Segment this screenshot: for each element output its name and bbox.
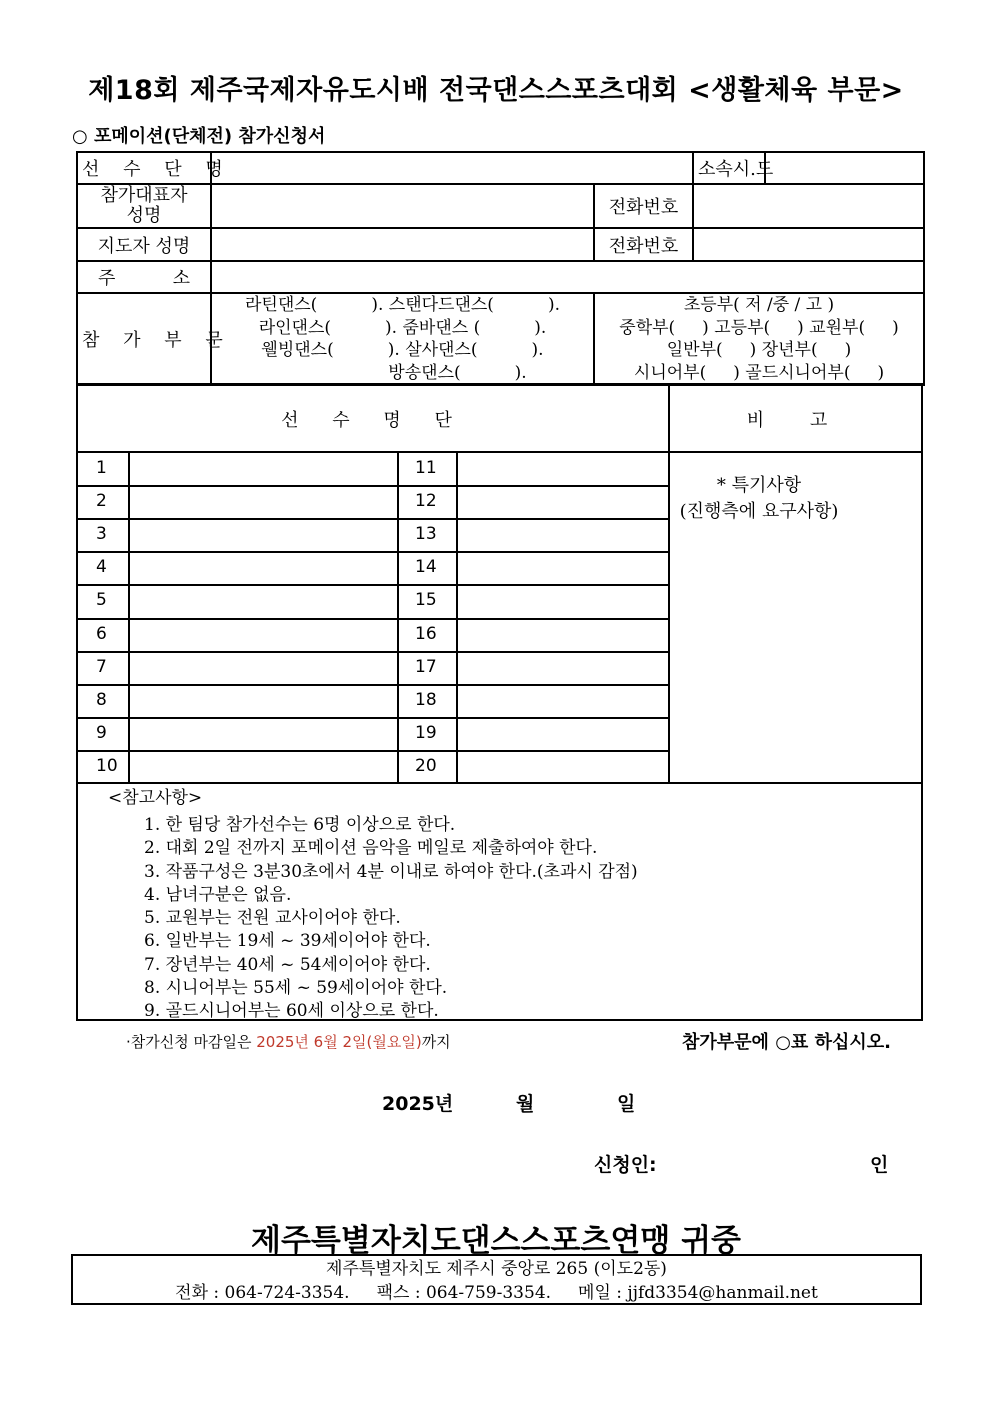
dance-category-options — [211, 293, 594, 385]
contact-address: 제주특별자치도 제주시 중앙로 265 (이도2동) — [326, 1259, 667, 1279]
roster-row-divider — [78, 717, 668, 719]
coach-phone-field[interactable] — [693, 228, 924, 261]
date-day: 일 — [617, 1093, 636, 1115]
dance-category-line[interactable]: 라인댄스( ). 줌바댄스 ( ). — [258, 317, 547, 338]
roster-row-divider — [78, 651, 668, 653]
roster-row-divider — [78, 684, 668, 686]
form-subtitle: ○ 포메이션(단체전) 참가신청서 — [72, 126, 326, 147]
age-category-line[interactable]: 초등부( 저 /중 / 고 ) — [683, 295, 835, 315]
note-item: 5. 교원부는 전원 교사이어야 한다. — [144, 908, 401, 929]
note-item: 9. 골드시니어부는 60세 이상으로 한다. — [144, 1001, 439, 1022]
roster-number: 13 — [415, 524, 437, 545]
note-item: 6. 일반부는 19세 ~ 39세이어야 한다. — [144, 931, 431, 952]
date-month: 월 — [516, 1093, 535, 1115]
team-name-label: 선 수 단 명 — [77, 152, 211, 184]
coach-name-label: 지도자 성명 — [77, 228, 211, 261]
team-name-field[interactable] — [211, 152, 693, 184]
notes-list — [144, 814, 638, 1024]
representative-name-label: 참가대표자 성명 — [77, 184, 211, 228]
roster-section — [76, 383, 923, 1021]
page-title: 제18회 제주국제자유도시배 전국댄스스포츠대회 <생활체육 부문> — [88, 75, 904, 106]
roster-number: 1 — [96, 458, 107, 478]
age-category-line[interactable]: 중학부( ) 고등부( ) 교원부( ) — [619, 317, 899, 338]
roster-number: 11 — [415, 458, 437, 478]
coach-phone-label: 전화번호 — [594, 228, 693, 261]
roster-row-divider — [78, 551, 668, 553]
roster-number: 7 — [96, 656, 107, 677]
roster-row-divider — [78, 618, 668, 620]
note-item: 7. 장년부는 40세 ~ 54세이어야 한다. — [144, 954, 431, 975]
notes-title: <참고사항> — [108, 788, 203, 808]
roster-number: 18 — [415, 689, 437, 710]
age-category-line[interactable]: 일반부( ) 장년부( ) — [666, 340, 852, 360]
remarks-header: 비 고 — [746, 410, 848, 431]
note-item: 8. 시니어부는 55세 ~ 59세이어야 한다. — [144, 978, 448, 999]
roster-number: 5 — [96, 590, 107, 611]
roster-number: 9 — [96, 722, 107, 743]
dance-category-line[interactable]: 웰빙댄스( ). 살사댄스( ). — [261, 340, 544, 360]
note-item: 2. 대회 2일 전까지 포메이션 음악을 메일로 제출하여야 한다. — [144, 838, 598, 859]
roster-number: 19 — [415, 722, 437, 743]
coach-name-field[interactable] — [211, 228, 594, 261]
roster-number: 3 — [96, 524, 107, 545]
mark-instruction: 참가부문에 ○표 하십시오. — [682, 1032, 891, 1053]
category-label: 참 가 부 문 — [77, 293, 211, 385]
age-category-options — [594, 293, 924, 385]
roster-number: 2 — [96, 491, 107, 512]
roster-number: 20 — [415, 755, 437, 776]
affiliation-label: 소속시.도 — [693, 152, 765, 184]
roster-number: 4 — [96, 557, 107, 578]
address-label: 주 소 — [77, 261, 211, 293]
roster-number: 16 — [415, 623, 437, 644]
representative-phone-field[interactable] — [693, 184, 924, 228]
roster-number: 14 — [415, 557, 437, 578]
organization-name: 제주특별자치도댄스스포츠연맹 귀중 — [251, 1223, 741, 1259]
applicant-label: 신청인: — [594, 1154, 657, 1176]
deadline-date: 2025년 6월 2일(월요일) — [256, 1033, 422, 1051]
roster-row-divider — [78, 750, 668, 752]
special-note: * 특기사항 (진행측에 요구사항) — [679, 475, 839, 522]
roster-number: 12 — [415, 491, 437, 512]
note-item: 1. 한 팀당 참가선수는 6명 이상으로 한다. — [144, 815, 456, 835]
representative-phone-label: 전화번호 — [594, 184, 693, 228]
roster-number: 15 — [415, 590, 437, 611]
roster-number: 10 — [96, 755, 118, 776]
contact-line: 전화 : 064-724-3354. 팩스 : 064-759-3354. 메일 : jjfd3354@hanmail.net — [175, 1283, 818, 1303]
note-item: 3. 작품구성은 3분30초에서 4분 이내로 하여야 한다.(초과시 감점) — [144, 861, 638, 882]
affiliation-field[interactable] — [765, 152, 924, 184]
address-field[interactable] — [211, 261, 924, 293]
roster-header: 선 수 명 단 — [281, 410, 466, 431]
age-category-line[interactable]: 시니어부( ) 골드시니어부( ) — [633, 362, 885, 383]
date-year: 2025년 — [382, 1093, 454, 1115]
roster-row-divider — [78, 518, 668, 520]
roster-number: 17 — [415, 656, 437, 677]
application-form-table — [76, 151, 925, 386]
dance-category-line[interactable]: 라틴댄스( ). 스탠다드댄스( ). — [244, 295, 561, 315]
note-item: 4. 남녀구분은 없음. — [144, 884, 292, 905]
roster-number: 6 — [96, 623, 107, 644]
applicant-seal: 인 — [870, 1154, 889, 1176]
roster-row-divider — [78, 485, 668, 487]
dance-category-line[interactable]: 방송댄스( ). — [388, 362, 527, 383]
roster-row-divider — [78, 584, 668, 586]
deadline-note: ·참가신청 마감일은 2025년 6월 2일(월요일)까지 — [126, 1033, 451, 1051]
representative-name-field[interactable] — [211, 184, 594, 228]
roster-number: 8 — [96, 689, 107, 710]
contact-box — [71, 1254, 922, 1305]
